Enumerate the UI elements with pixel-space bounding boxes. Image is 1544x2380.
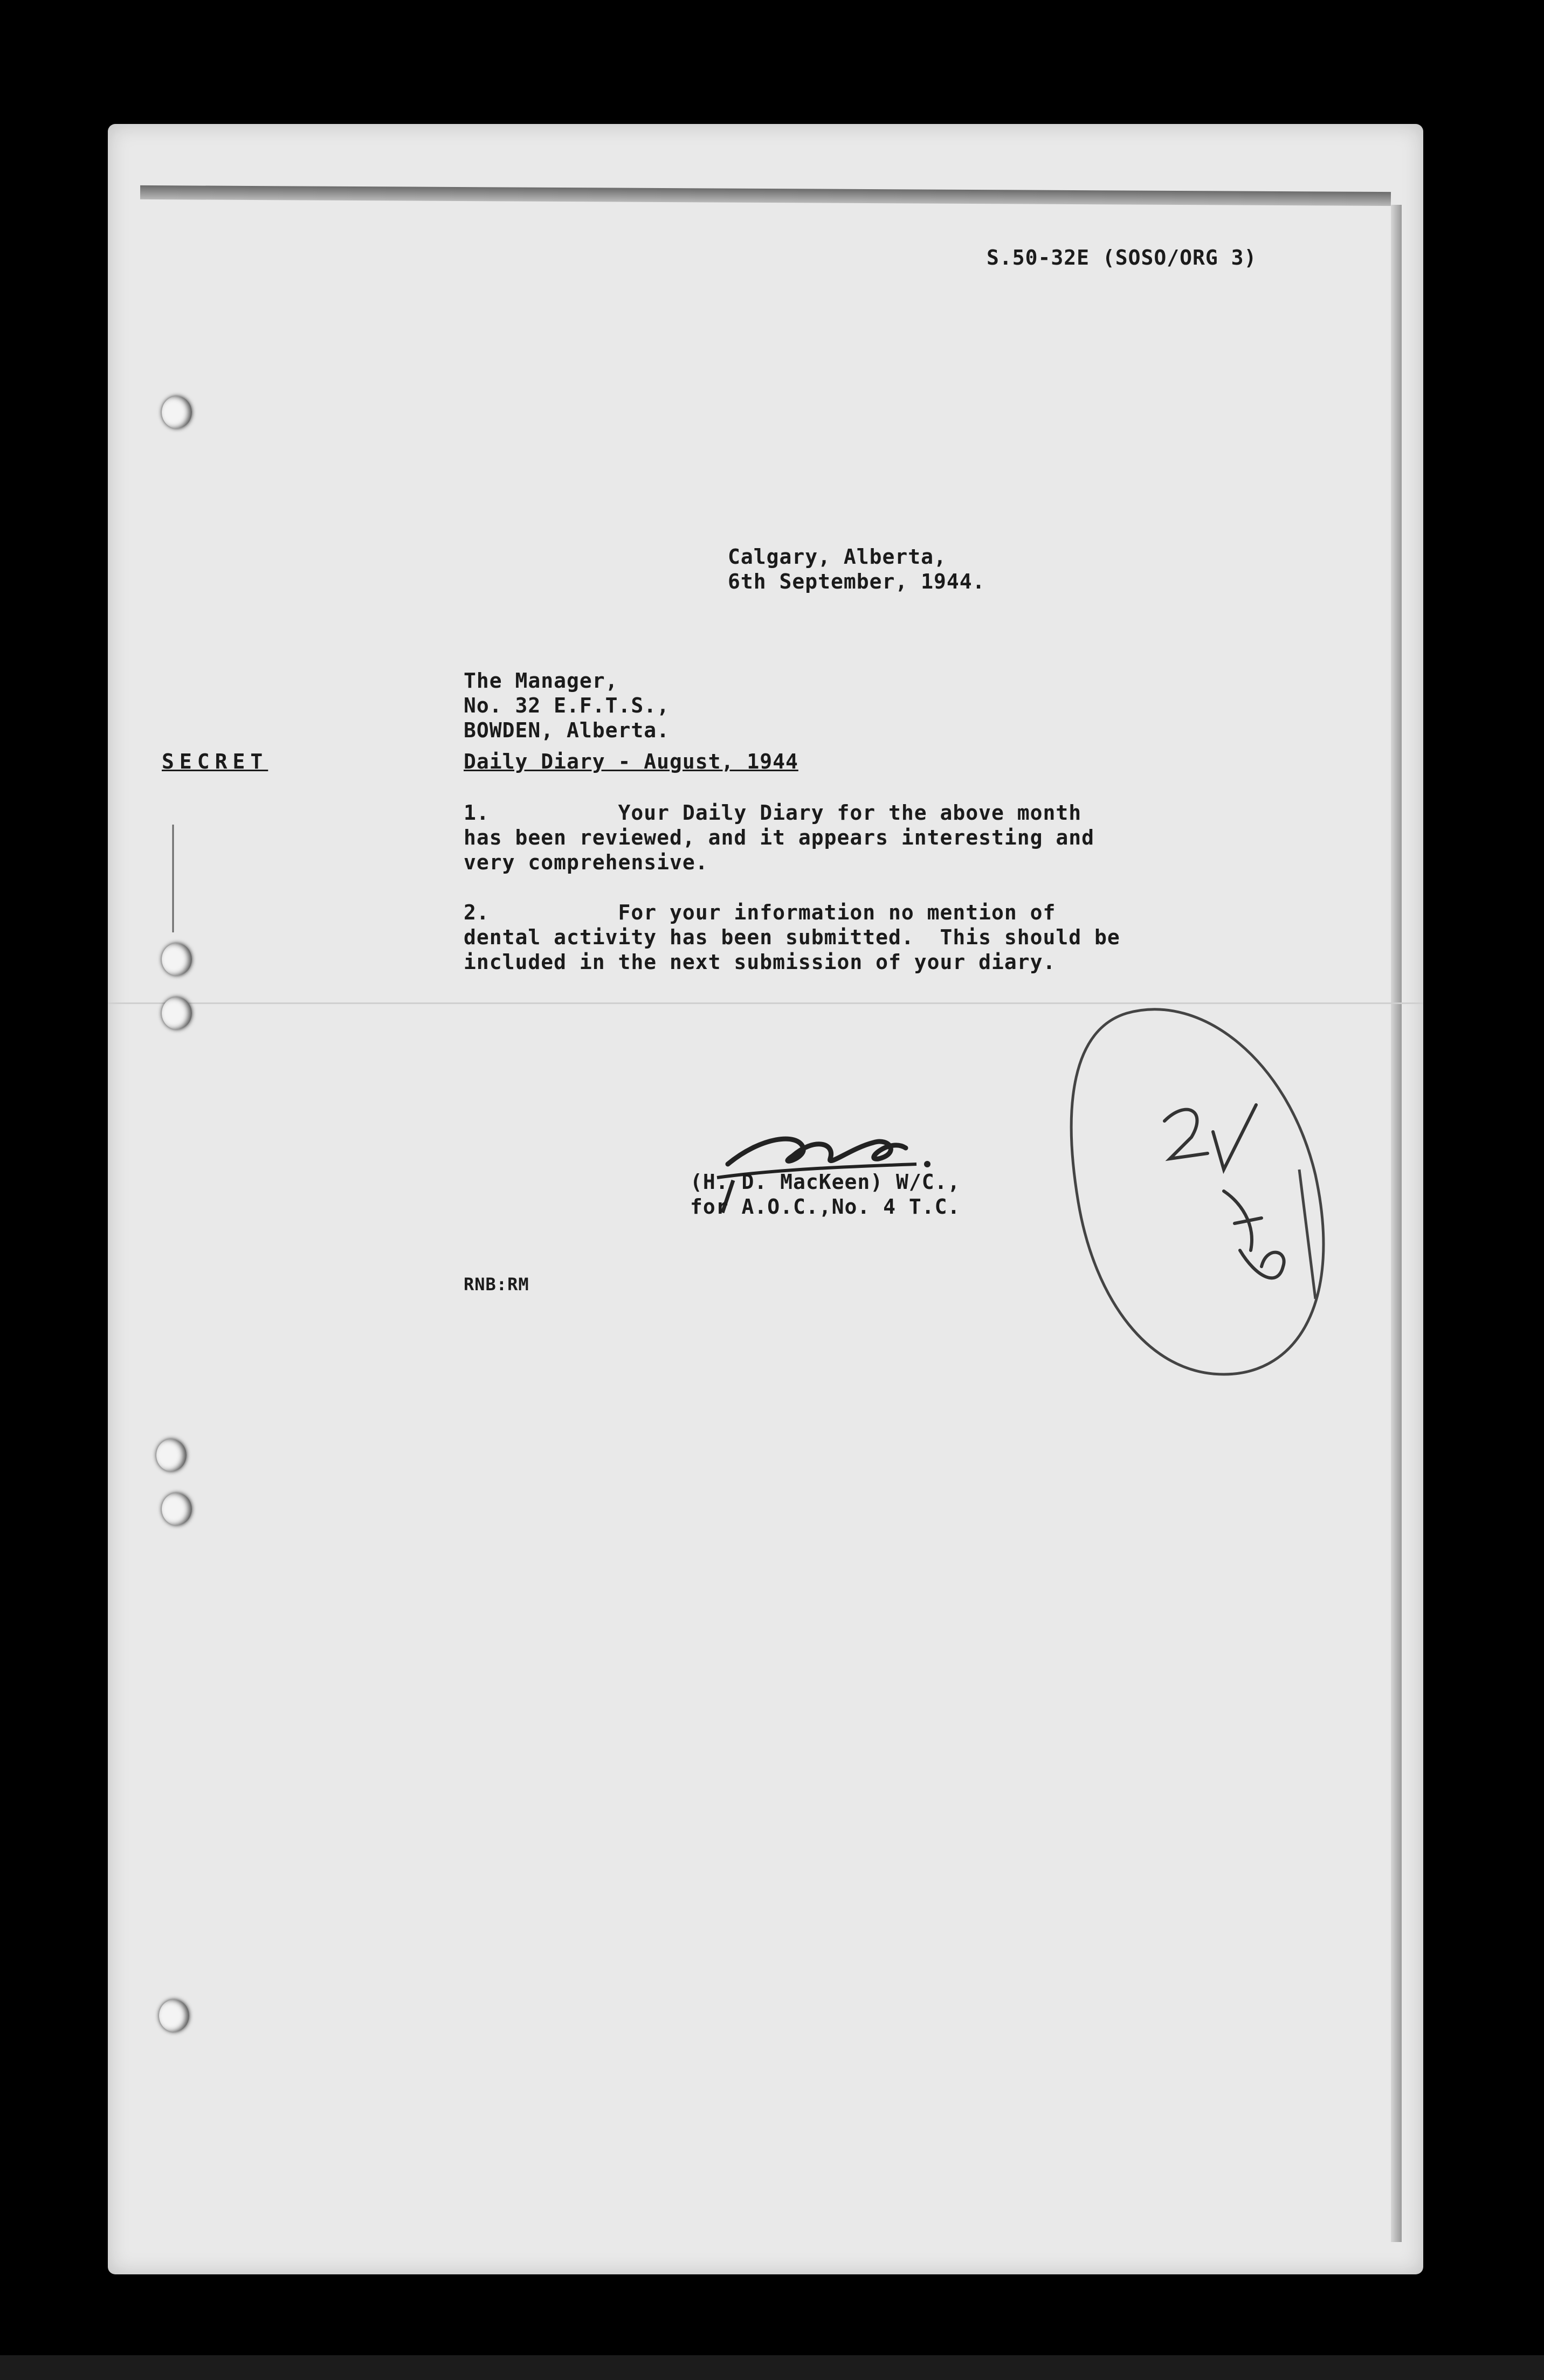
classification-label: SECRET bbox=[162, 750, 268, 773]
paragraph-line: included in the next submission of your diary. bbox=[464, 950, 1056, 974]
paper-top-edge bbox=[140, 185, 1391, 206]
addressee-line: No. 32 E.F.T.S., bbox=[464, 694, 670, 717]
punch-hole bbox=[156, 1439, 187, 1471]
signature-block bbox=[690, 1170, 960, 1219]
punch-hole bbox=[162, 997, 192, 1029]
place: Calgary, Alberta, bbox=[728, 545, 947, 569]
typist-initials: RNB:RM bbox=[464, 1274, 529, 1295]
film-strip-edge bbox=[0, 2355, 1544, 2380]
paragraph-2 bbox=[464, 900, 1120, 974]
paragraph-line: very comprehensive. bbox=[464, 850, 708, 874]
paragraph-number: 1. bbox=[464, 801, 490, 825]
addressee-line: BOWDEN, Alberta. bbox=[464, 718, 670, 742]
handwritten-oval-annotation bbox=[1062, 997, 1342, 1385]
punch-hole bbox=[162, 1493, 192, 1525]
signatory-line: for A.O.C.,No. 4 T.C. bbox=[690, 1195, 961, 1219]
document-page bbox=[108, 124, 1423, 2274]
paragraph-line: dental activity has been submitted. This should be bbox=[464, 925, 1120, 949]
paragraph-line: Your Daily Diary for the above month bbox=[618, 801, 1082, 825]
signatory-line: (H. D. MacKeen) W/C., bbox=[690, 1170, 961, 1194]
punch-hole bbox=[162, 943, 192, 975]
subject-line: Daily Diary - August, 1944 bbox=[464, 750, 798, 773]
paragraph-number: 2. bbox=[464, 901, 490, 924]
paper-right-edge bbox=[1391, 205, 1402, 2242]
reference-number: S.50-32E (SOSO/ORG 3) bbox=[987, 246, 1257, 269]
punch-hole bbox=[159, 2000, 189, 2032]
sender-address bbox=[728, 544, 985, 594]
paragraph-line: For your information no mention of bbox=[618, 901, 1056, 924]
date: 6th September, 1944. bbox=[728, 570, 985, 593]
margin-pencil-mark bbox=[171, 825, 175, 932]
punch-hole bbox=[162, 396, 192, 428]
addressee-block bbox=[464, 668, 670, 743]
paragraph-1 bbox=[464, 800, 1094, 875]
paragraph-line: has been reviewed, and it appears interesting and bbox=[464, 826, 1095, 849]
addressee-line: The Manager, bbox=[464, 669, 618, 693]
